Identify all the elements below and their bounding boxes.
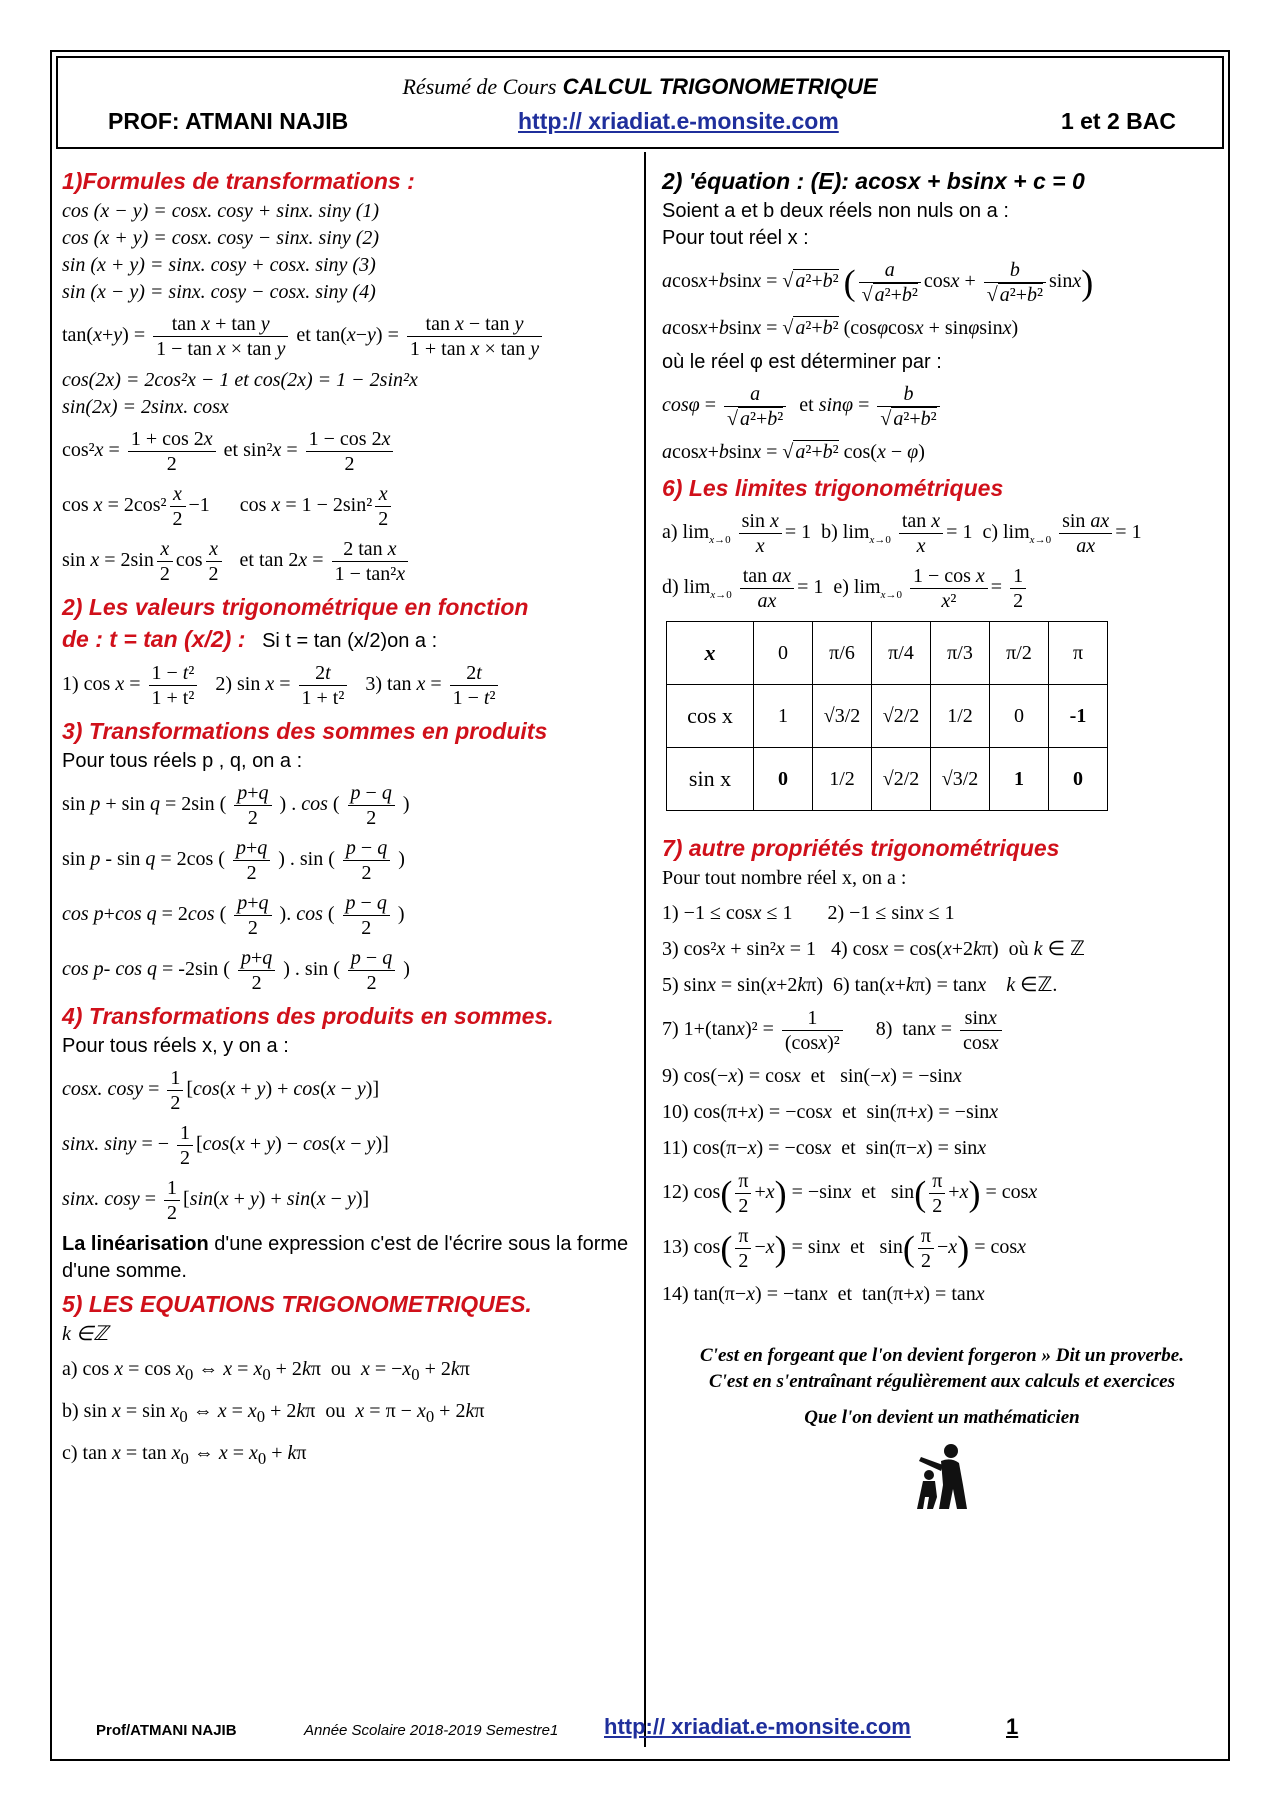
formula-acos-bsin-3: acosx+bsinx = √ a²+b² cos(x − φ) [662,441,925,463]
section-3-intro: Pour tous réels p , q, on a : [62,750,303,772]
formula-cosx-half: cos x = 2cos² $\frac{x}{2}$ −1 cos x = 1 − 2sin² $\frac{x}{2}$ [62,482,636,531]
equation-sin: b) $\sin x = \sin x_0$ ⇔ $x = x_0 + 2k\pi$ ou $x = \pi - x_0 + 2k\pi$ [62,1400,485,1426]
footer-year: Année Scolaire 2018-2019 Semestre1 [304,1722,559,1739]
formula-cosp-plus-cosq: cos p+cos q = 2cos ( $\frac{p+q}{2}$ ). cos ( $\frac{p - q}{2}$ ) [62,892,405,939]
formula-tan-sum-diff: tan(x+y) = $\frac{\text{tan x + tan y}}{\text{1 − tan x × tan y}}$ et tan(x−y) = $\frac{\text{tan x − tan y}}{\text{1 + tan x × tan y}}$ [62,312,636,361]
property-14: 14) tan(π−x) = −tanx et tan(π+x) = tanx [662,1283,985,1305]
page-frame [50,50,1230,1761]
author-name: PROF: ATMANI NAJIB [108,108,349,134]
teacher-child-icon [907,1441,977,1511]
silhouette-illustration [662,1441,1222,1516]
formula-sin-sum: sin (x + y) = sinx. cosy + cosx. siny (3) [62,254,376,276]
formula-sin2x: sin(2x) = 2sinx. cosx [62,396,229,418]
section-2-title: 2) Les valeurs trigonométrique en fonction [62,594,529,620]
quote-line-2: C'est en s'entraînant régulièrement aux calculs et exercices [708,1371,1175,1392]
section-3-title: 3) Transformations des sommes en produits [62,718,548,744]
property-3-4: 3) cos²x + sin²x = 1 4) cosx = cos(x+2kπ) où k ∈ ℤ [662,938,1085,960]
right-column [662,162,1222,1516]
formula-cos-sum: cos (x + y) = cosx. cosy − sinx. siny (2) [62,227,380,249]
section-5-title: 5) LES EQUATIONS TRIGONOMETRIQUES. [62,1291,532,1317]
section-4-intro: Pour tous réels x, y on a : [62,1035,289,1057]
limits-row-2: d) $\lim_{x\to 0}$ $\frac{\text{tan ax}}{ax}$ = 1 e) $\lim_{x\to 0}$ $\frac{\text{1 − cos x}}{\text{x²}}$ = $\frac{1}{2}$ [662,564,1222,613]
footer-link[interactable]: http:// xriadiat.e-monsite.com [604,1714,911,1739]
formula-acos-bsin-1: acosx+bsinx = √ a²+b² ( $\frac{a}{\text{√ a²+b²}}$ cosx + $\frac{b}{\text{√ a²+b²}}$ sinx) [662,259,1094,306]
property-10: 10) cos(π+x) = −cosx et sin(π+x) = −sinx [662,1101,999,1123]
formula-sinp-minus-sinq: sin p - sin q = 2cos ( $\frac{p+q}{2}$ ) . sin ( $\frac{p - q}{2}$ ) [62,837,405,884]
left-column [62,162,636,1480]
website-link[interactable]: http:// xriadiat.e-monsite.com [518,108,839,134]
table-row: x 0 π/6 π/4 π/3 π/2 π [667,622,1108,685]
footer [52,1712,1228,1744]
section-6-title: 6) Les limites trigonométriques [662,475,1004,501]
formula-sinx-siny: sinx. siny = − $\frac{1}{2}$ [cos(x + y) − cos(x − y)] [62,1122,389,1169]
formula-cosphi-sinphi: cosφ = $\frac{a}{\text{√ a²+b²}}$ et sinφ = $\frac{b}{\text{√ a²+b²}}$ [662,382,1222,431]
trig-values-table [666,621,1108,811]
section-7-title: 7) autre propriétés trigonométriques [662,835,1060,861]
equation-tan: c) $\tan x = \tan x_0$ ⇔ $x = x_0 + k\pi$ [62,1442,307,1468]
formula-t-substitution: 1) cos x = $\frac{\text{1 − t²}}{\text{1 + t²}}$ 2) sin x = $\frac{2t}{\text{1 + t²}}$ 3) tan x = $\frac{2t}{\text{1 − t²}}$ [62,661,636,710]
property-12: 12) cos( $\frac{\pi}{2}$ +x) = −sinx et sin( $\frac{\pi}{2}$ +x) = cosx [662,1170,1038,1217]
limits-row-1: a) $\lim_{x\to 0}$ $\frac{\text{sin x}}{x}$ = 1 b) $\lim_{x\to 0}$ $\frac{\text{tan x}}{x}$ = 1 c) $\lim_{x\to 0}$ $\frac{\text{sin ax}}{ax}$ = 1 [662,510,1142,557]
footer-author: Prof/ATMANI NAJIB [96,1722,237,1739]
k-integer-note: k ∈ℤ [62,1323,109,1345]
equation-section-title: 2) 'équation : (E): acosx + bsinx + c = 0 [662,168,1085,194]
equation-intro-1: Soient a et b deux réels non nuls on a : [662,200,1009,222]
document-title: Résumé de Cours CALCUL TRIGONOMETRIQUE [402,74,878,99]
property-9: 9) cos(−x) = cosx et sin(−x) = −sinx [662,1065,962,1087]
section-2-subtitle: de : t = tan (x/2) : Si t = tan (x/2)on a : [62,626,438,652]
quote-line-1: C'est en forgeant que l'on devient forgeron » Dit un proverbe. [700,1345,1184,1366]
formula-cosp-minus-cosq: cos p- cos q = -2sin ( $\frac{p+q}{2}$ ) . sin ( $\frac{p - q}{2}$ ) [62,947,410,994]
formula-acos-bsin-2: acosx+bsinx = √ a²+b² (cosφcosx + sinφsinx) [662,317,1019,339]
page-number: 1 [1006,1714,1019,1739]
section-1-title: 1)Formules de transformations : [62,168,415,194]
property-11: 11) cos(π−x) = −cosx et sin(π−x) = sinx [662,1137,987,1159]
formula-cosx-cosy: cosx. cosy = $\frac{1}{2}$ [cos(x + y) + cos(x − y)] [62,1067,380,1114]
property-13: 13) cos( $\frac{\pi}{2}$ −x) = sinx et sin( $\frac{\pi}{2}$ −x) = cosx [662,1225,1027,1272]
linearisation-note: La linéarisation d'une expression c'est de l'écrire sous la forme d'une somme. [62,1233,629,1282]
equation-cos: a) $\cos x = \cos x_0$ ⇔ $x = x_0 + 2k\pi$ ou $x = -x_0 + 2k\pi$ [62,1358,470,1384]
level-label: 1 et 2 BAC [1060,108,1176,134]
formula-sinx-tan2x: sin x = 2sin $\frac{x}{2}$ cos $\frac{x}{2}$ et tan 2x = $\frac{\text{2 tan x}}{\text{1 − tan²x}}$ [62,537,636,586]
table-row: cos x 1 √3/2 √2/2 1/2 0 -1 [667,685,1108,748]
property-7-8: 7) 1+(tanx)² = $\frac{1}{\text{(cosx)²}}$ 8) tanx = $\frac{\sin x}{\cos x}$ [662,1006,1222,1055]
phi-definition: où le réel φ est déterminer par : [662,351,942,373]
equation-intro-2: Pour tout réel x : [662,227,809,249]
table-row: sin x 0 1/2 √2/2 √3/2 1 0 [667,748,1108,811]
formula-sinp-plus-sinq: sin p + sin q = 2sin ( $\frac{p+q}{2}$ ) . cos ( $\frac{p - q}{2}$ ) [62,782,410,829]
formula-sinx-cosy: sinx. cosy = $\frac{1}{2}$ [sin(x + y) + sin(x − y)] [62,1177,370,1224]
section-7-intro: Pour tout nombre réel x, on a : [662,867,907,889]
property-1-2: 1) −1 ≤ cosx ≤ 1 2) −1 ≤ sinx ≤ 1 [662,902,955,924]
formula-cos2-sin2: cos²x = $\frac{1 + \cos 2x}{2}$ et sin²x = $\frac{1 - \cos 2x}{2}$ [62,427,636,476]
formula-sin-diff: sin (x − y) = sinx. cosy − cosx. siny (4) [62,281,376,303]
property-5-6: 5) sinx = sin(x+2kπ) 6) tan(x+kπ) = tanx k ∈ℤ. [662,974,1058,996]
section-4-title: 4) Transformations des produits en sommes. [62,1003,554,1029]
formula-cos-diff: cos (x − y) = cosx. cosy + sinx. siny (1) [62,200,380,222]
quote-line-3: Que l'on devient un mathématicien [804,1407,1080,1428]
formula-cos2x: cos(2x) = 2cos²x − 1 et cos(2x) = 1 − 2sin²x [62,369,418,391]
column-divider [644,152,646,1747]
header-box [56,56,1224,149]
